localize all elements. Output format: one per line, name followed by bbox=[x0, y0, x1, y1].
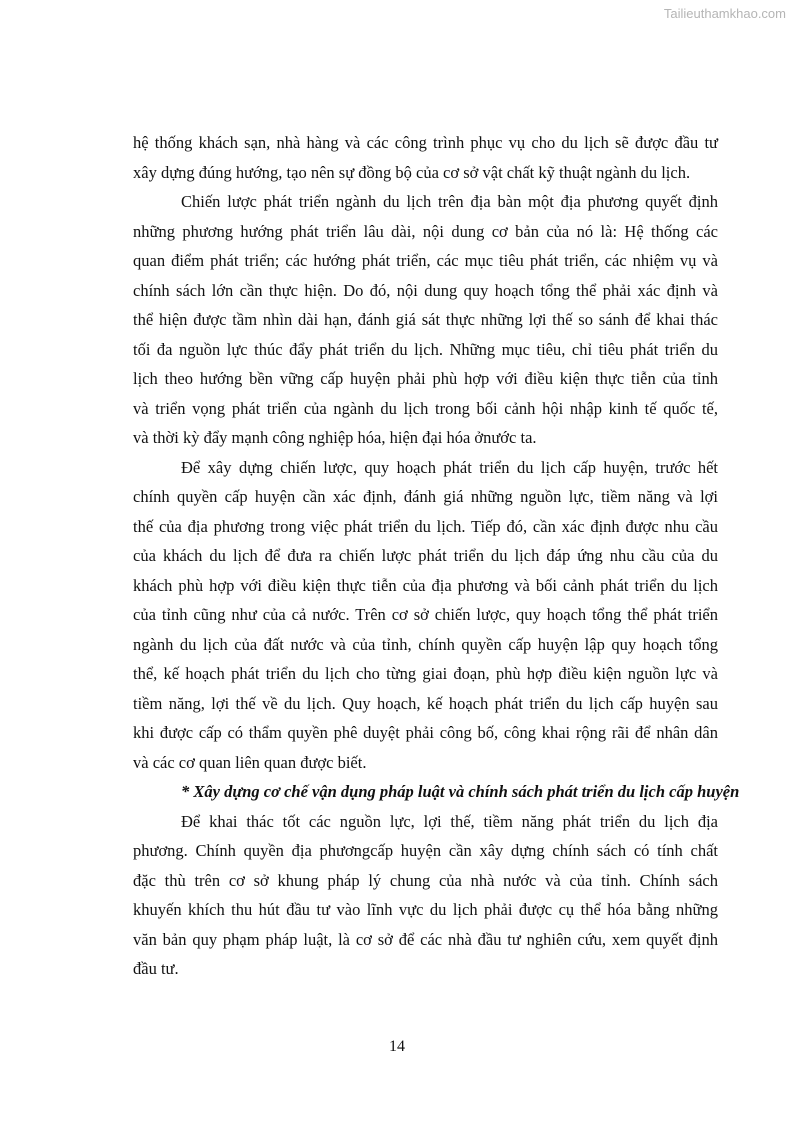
text-line: xây dựng đúng hướng, tạo nên sự đồng bộ của cơ sở vật chất kỹ thuật ngành du lịch. bbox=[133, 162, 691, 182]
text-line: của khách du lịch để đưa ra chiến lược phát triển du lịch đáp ứng nhu cầu của du bbox=[133, 546, 718, 565]
text-line: tiềm năng, lợi thế về du lịch. Quy hoạch, kế hoạch phát triển du lịch cấp huyện sau bbox=[133, 693, 718, 713]
text-line: thế của địa phương trong việc phát triển du lịch. Tiếp đó, cần xác định được nhu cầu bbox=[133, 516, 718, 536]
section-heading: * Xây dựng cơ chế vận dụng pháp luật và chính sách phát triển du lịch cấp huyện bbox=[181, 782, 740, 801]
text-line: đặc thù trên cơ sở khung pháp lý chung của nhà nước và của tỉnh. Chính sách bbox=[133, 870, 718, 890]
text-line: Để khai thác tốt các nguồn lực, lợi thế, tiềm năng phát triển du lịch địa bbox=[181, 811, 718, 831]
text-line: Để xây dựng chiến lược, quy hoạch phát triển du lịch cấp huyện, trước hết bbox=[181, 457, 718, 477]
text-line: chính sách lớn cần thực hiện. Do đó, nội dung quy hoạch tổng thể phải xác định và bbox=[133, 280, 718, 300]
text-line: chính quyền cấp huyện cần xác định, đánh giá những nguồn lực, tiềm năng và lợi bbox=[133, 487, 718, 506]
text-line: thể, kế hoạch phát triển du lịch cho từng giai đoạn, phù hợp điều kiện nguồn lực và bbox=[133, 664, 718, 683]
paragraph-planning bbox=[133, 453, 718, 778]
text-line: và các cơ quan liên quan được biết. bbox=[133, 752, 367, 772]
text-line: và thời kỳ đẩy mạnh công nghiệp hóa, hiện đại hóa ởnước ta. bbox=[133, 428, 537, 447]
text-line: khuyến khích thu hút đầu tư vào lĩnh vực du lịch phải được cụ thể hóa bằng những bbox=[133, 900, 718, 919]
text-line: của tỉnh cũng như của cả nước. Trên cơ sở chiến lược, quy hoạch tổng thể phát triển bbox=[133, 605, 718, 624]
text-line: khi được cấp có thẩm quyền phê duyệt phải công bố, công khai rộng rãi để nhân dân bbox=[133, 723, 718, 742]
paragraph-strategy bbox=[133, 187, 718, 453]
text-line: đầu tư. bbox=[133, 959, 179, 978]
text-line: những phương hướng phát triển lâu dài, nội dung cơ bản của nó là: Hệ thống các bbox=[133, 221, 718, 241]
text-line: hệ thống khách sạn, nhà hàng và các công trình phục vụ cho du lịch sẽ được đầu tư bbox=[133, 133, 718, 152]
text-line: và triển vọng phát triển của ngành du lịch trong bối cảnh hội nhập kinh tế quốc tế, bbox=[133, 398, 718, 418]
document-body bbox=[133, 128, 740, 984]
text-line: lịch theo hướng bền vững cấp huyện phải phù hợp với điều kiện thực tiễn của tỉnh bbox=[133, 369, 718, 388]
paragraph-continuation bbox=[133, 128, 718, 187]
text-line: thể hiện được tầm nhìn dài hạn, đánh giá sát thực những lợi thế so sánh để khai thác bbox=[133, 310, 718, 329]
text-line: văn bản quy phạm pháp luật, là cơ sở để các nhà đầu tư nghiên cứu, xem quyết định bbox=[133, 929, 718, 949]
watermark: Tailieuthamkhao.com bbox=[663, 6, 786, 21]
text-line: Chiến lược phát triển ngành du lịch trên địa bàn một địa phương quyết định bbox=[181, 192, 718, 211]
page-number: 14 bbox=[389, 1038, 405, 1055]
text-line: ngành du lịch của đất nước và của tỉnh, chính quyền cấp huyện lập quy hoạch tổng bbox=[133, 634, 718, 654]
text-line: phương. Chính quyền địa phươngcấp huyện cần xây dựng chính sách có tính chất bbox=[133, 841, 718, 860]
text-line: khách phù hợp với điều kiện thực tiễn của địa phương và bối cảnh phát triển du lịch bbox=[133, 575, 718, 595]
text-line: tối đa nguồn lực thúc đẩy phát triển du lịch. Những mục tiêu, chỉ tiêu phát triển du bbox=[133, 339, 718, 359]
text-line: quan điểm phát triển; các hướng phát triển, các mục tiêu phát triển, các nhiệm vụ và bbox=[133, 251, 718, 270]
paragraph-policy bbox=[133, 807, 718, 984]
